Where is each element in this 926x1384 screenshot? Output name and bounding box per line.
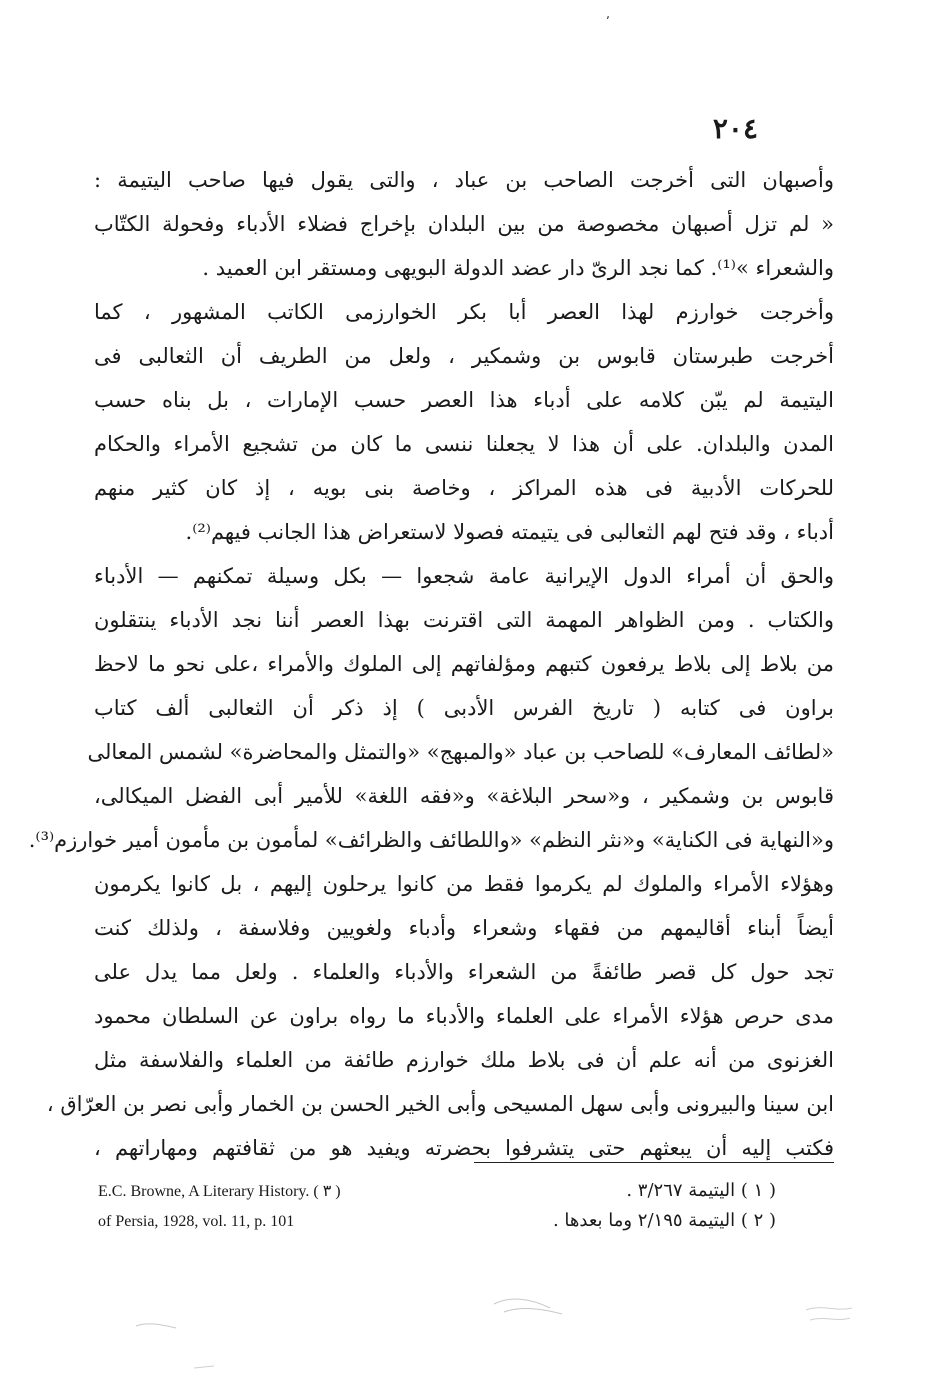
text-line: والحق أن أمراء الدول الإيرانية عامة شجعوا — بكل وسيلة تمكنهم — الأدباء xyxy=(94,564,834,588)
text-line: قابوس بن وشمكير ، و«سحر البلاغة» و«فقه اللغة» للأمير أبى الفضل الميكالى، xyxy=(94,784,834,808)
pencil-scribble-mark xyxy=(800,1300,860,1330)
pencil-scribble-mark xyxy=(490,1290,570,1320)
text-line: أخرجت طبرستان قابوس بن وشمكير ، ولعل من الطريف أن الثعالبى فى xyxy=(94,344,834,368)
text-line: مدى حرص هؤلاء الأمراء على العلماء والأدباء ما رواه براون عن السلطان محمود xyxy=(94,1004,834,1028)
text-line: للحركات الأدبية فى هذه المراكز ، وخاصة بنى بويه ، إذ كان كثير منهم xyxy=(94,476,834,500)
text-line: ابن سينا والبيرونى وأبى سهل المسيحى وأبى الخير الحسن بن الخمار وأبى نصر بن العرّاق ، xyxy=(46,1092,834,1116)
pencil-scribble-mark xyxy=(132,1318,182,1338)
text-line: تجد حول كل قصر طائفةً من الشعراء والأدباء والعلماء . ولعل مما يدل على xyxy=(94,960,834,984)
text-line: والكتاب . ومن الظواهر المهمة التى اقترنت بهذا العصر أننا نجد الأدباء ينتقلون xyxy=(94,608,834,632)
text-line: الغزنوى من أنه علم أن فى بلاط ملك خوارزم طائفة من العلماء والفلاسفة مثل xyxy=(94,1048,834,1072)
text-line: وأخرجت خوارزم لهذا العصر أبا بكر الخوارزمى الكاتب المشهور ، كما xyxy=(94,300,834,324)
text-line: و«النهاية فى الكناية» و«نثر النظم» «واللطائف والظرائف» لمأمون بن مأمون أمير خوارزم⁽³⁾. xyxy=(28,828,834,852)
text-line: «لطائف المعارف» للصاحب بن عباد «والمبهج» «والتمثل والمحاضرة» لشمس المعالى xyxy=(87,740,834,764)
text-line: المدن والبلدان. على أن هذا لا يجعلنا ننسى ما كان من تشجيع الأمراء والحكام xyxy=(94,432,834,456)
text-line: فكتب إليه أن يبعثهم حتى يتشرفوا بحضرته ويفيد هو من ثقافتهم ومهاراتهم ، xyxy=(94,1136,834,1160)
footnote-3-line-2: of Persia, 1928, vol. 11, p. 101 xyxy=(98,1213,295,1230)
text-line: « لم تزل أصبهان مخصوصة من بين البلدان بإخراج فضلاء الأدباء وفحولة الكتّاب xyxy=(94,212,834,236)
pencil-scribble-mark xyxy=(190,1360,220,1376)
stray-ink-mark: ٬ xyxy=(606,14,610,28)
text-line: أدباء ، وقد فتح لهم الثعالبى فى يتيمته فصولا لاستعراض هذا الجانب فيهم⁽²⁾. xyxy=(185,520,834,544)
text-line: اليتيمة لم يبّن كلامه على أدباء هذا العصر حسب الإمارات ، بل بناه حسب xyxy=(94,388,834,412)
text-line: وهؤلاء الأمراء والملوك لم يكرموا فقط من كانوا يرحلون إليهم ، بل كانوا يكرمون xyxy=(94,872,834,896)
text-line: والشعراء »⁽¹⁾. كما نجد الرىّ دار عضد الدولة البويهى ومستقر ابن العميد . xyxy=(202,256,834,280)
text-line: وأصبهان التى أخرجت الصاحب بن عباد ، والتى يقول فيها صاحب اليتيمة : xyxy=(94,168,834,192)
footnote-3-line-1: E.C. Browne, A Literary History. ( ٣ ) xyxy=(98,1183,341,1200)
footnote-2: ( ٢ ) اليتيمة ٢/١٩٥ وما بعدها . xyxy=(552,1210,776,1231)
text-line: براون فى كتابه ( تاريخ الفرس الأدبى ) إذ ذكر أن الثعالبى ألف كتاب xyxy=(94,696,834,720)
footnote-separator xyxy=(474,1162,834,1163)
body-paragraph xyxy=(28,158,834,1170)
text-line: من بلاط إلى بلاط يرفعون كتبهم ومؤلفاتهم إلى الملوك والأمراء ،على نحو ما لاحظ xyxy=(94,652,834,676)
text-line: أيضاً أبناء أقاليمهم من فقهاء وشعراء وأدباء ولغويين وفلاسفة ، ولذلك كنت xyxy=(94,916,834,940)
page-number: ٢٠٤ xyxy=(712,112,758,145)
footnote-1: ( ١ ) اليتيمة ٣/٢٦٧ . xyxy=(626,1180,776,1201)
